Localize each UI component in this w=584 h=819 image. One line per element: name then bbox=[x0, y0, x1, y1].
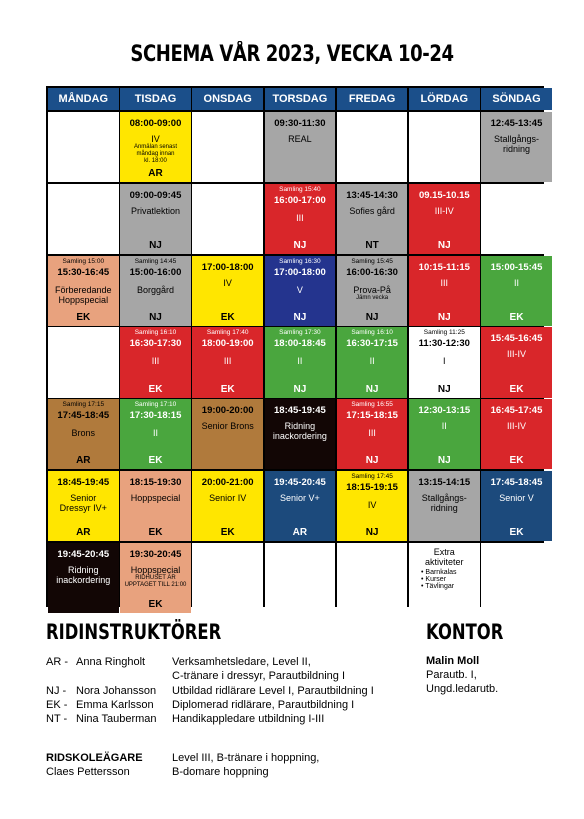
lesson-level: Senior bbox=[70, 493, 97, 503]
lesson-level: V bbox=[296, 284, 303, 295]
lesson-level: Senior V+ bbox=[280, 493, 320, 503]
lesson-time: 12:45-13:45 bbox=[490, 118, 543, 129]
empty-slot bbox=[48, 327, 119, 397]
lesson-level: REAL bbox=[288, 134, 312, 144]
empty-slot bbox=[481, 184, 552, 254]
instructor-code: EK bbox=[220, 383, 235, 395]
day-header: LÖRDAG bbox=[409, 88, 480, 110]
lesson-time: 19:45-20:45 bbox=[57, 548, 110, 560]
lesson-slot bbox=[481, 112, 552, 182]
lesson-level: I bbox=[443, 356, 446, 367]
instructor-code: EK bbox=[148, 383, 163, 395]
instructor-code: NJ bbox=[365, 455, 379, 467]
lesson-time: 09:00-09:45 bbox=[129, 189, 182, 201]
lesson-level: inackordering bbox=[56, 574, 111, 585]
gathering-time: Samling 16:30 bbox=[279, 257, 321, 265]
lesson-note: Jämn vecka bbox=[356, 294, 389, 301]
empty-slot bbox=[192, 112, 263, 182]
day-header: SÖNDAG bbox=[481, 88, 552, 110]
extra-title: aktiviteter bbox=[425, 556, 464, 567]
instructor-code: AR bbox=[148, 168, 163, 180]
lesson-level: Senior V bbox=[499, 493, 534, 503]
instructor-code: NJ bbox=[437, 239, 451, 251]
lesson-slot bbox=[481, 256, 552, 326]
instructor-desc: C-tränare i dressyr, Parautbildning I bbox=[172, 670, 346, 682]
lesson-level: Stallgångs- bbox=[493, 134, 539, 144]
instructor-code: NJ bbox=[149, 311, 162, 323]
extra-item: • Barnkalas bbox=[421, 569, 457, 576]
lesson-level: Prova-På bbox=[353, 284, 391, 295]
page-title: SCHEMA VÅR 2023, VECKA 10-24 bbox=[130, 42, 454, 67]
instructor-code: NJ bbox=[293, 239, 307, 251]
lesson-level: Stallgångs- bbox=[421, 493, 467, 503]
extra-item: • Tävlingar bbox=[421, 583, 457, 590]
lesson-level: Hoppspecial bbox=[130, 493, 181, 503]
lesson-time: 17:00-18:00 bbox=[274, 266, 326, 278]
instructor-code: EK bbox=[509, 311, 524, 323]
lesson-slot bbox=[481, 327, 552, 397]
instructor-code: NJ bbox=[149, 239, 162, 251]
lesson-time: 18:00-18:45 bbox=[274, 338, 326, 350]
lesson-level: Sofies gård bbox=[349, 205, 395, 216]
lesson-slot bbox=[120, 112, 191, 182]
lesson-level: III bbox=[296, 212, 304, 223]
instructor-code: EK bbox=[509, 527, 524, 539]
lesson-level: IV bbox=[223, 277, 232, 288]
gathering-time: Samling 17:30 bbox=[279, 329, 321, 337]
lesson-time: 18:15-19:30 bbox=[129, 477, 182, 488]
instructor-code: EK bbox=[148, 527, 163, 539]
lesson-time: 08:00-09:00 bbox=[129, 118, 182, 129]
instructor-name: Anna Ringholt bbox=[76, 656, 146, 668]
instructor-code: NJ bbox=[365, 311, 379, 323]
lesson-time: 19:30-20:45 bbox=[129, 548, 182, 560]
lesson-slot bbox=[481, 399, 552, 469]
instructor-code: AR bbox=[76, 455, 91, 467]
lesson-time: 16:00-17:00 bbox=[274, 194, 326, 206]
lesson-time: 11:30-12:30 bbox=[418, 338, 470, 350]
instructor-desc: Verksamhetsledare, Level II, bbox=[172, 656, 311, 668]
empty-slot bbox=[265, 543, 336, 613]
lesson-time: 16:30-17:15 bbox=[346, 338, 398, 350]
lesson-level: II bbox=[513, 277, 519, 288]
extra-title: Extra bbox=[433, 546, 455, 557]
instructor-code: NJ bbox=[437, 455, 451, 467]
lesson-slot bbox=[120, 256, 191, 326]
lesson-time: 15:00-16:00 bbox=[129, 266, 182, 278]
lesson-slot bbox=[120, 399, 191, 469]
lesson-level: II bbox=[152, 428, 158, 439]
lesson-level: Borggård bbox=[136, 284, 174, 295]
extra-activities-slot bbox=[409, 543, 480, 613]
schedule-grid bbox=[46, 86, 544, 610]
lesson-slot bbox=[409, 184, 480, 254]
lesson-time: 13:45-14:30 bbox=[346, 189, 398, 201]
office-line: Parautb. I, bbox=[426, 669, 477, 681]
instructor-code: NJ - bbox=[46, 685, 67, 697]
lesson-slot bbox=[265, 399, 336, 469]
lesson-level: III bbox=[440, 277, 449, 288]
lesson-level: III bbox=[368, 428, 376, 439]
lesson-level: Hoppspecial bbox=[130, 564, 181, 575]
lesson-level: ridning bbox=[502, 144, 530, 154]
instructor-name: Emma Karlsson bbox=[76, 699, 154, 711]
owner-heading: RIDSKOLEÄGARE bbox=[46, 752, 143, 764]
lesson-time: 17:30-18:15 bbox=[129, 410, 182, 422]
gathering-time: Samling 11:25 bbox=[423, 329, 465, 337]
gathering-time: Samling 16:10 bbox=[134, 329, 177, 337]
instructor-code: NJ bbox=[437, 311, 451, 323]
lesson-slot bbox=[409, 399, 480, 469]
instructor-code: NJ bbox=[437, 383, 451, 395]
instructor-name: Nora Johansson bbox=[76, 685, 157, 697]
lesson-slot bbox=[48, 543, 119, 613]
lesson-level: Senior IV bbox=[209, 493, 247, 503]
lesson-time: 18:45-19:45 bbox=[57, 477, 110, 488]
lesson-slot bbox=[265, 112, 336, 182]
lesson-level: III bbox=[223, 356, 232, 367]
lesson-level: III-IV bbox=[506, 349, 526, 360]
lesson-slot bbox=[192, 399, 263, 469]
lesson-slot bbox=[337, 471, 408, 541]
instructor-code: EK bbox=[76, 311, 91, 323]
owner-name: Claes Pettersson bbox=[46, 766, 130, 778]
instructor-desc: Utbildad ridlärare Level I, Parautbildning I bbox=[172, 685, 374, 697]
lesson-slot bbox=[409, 327, 480, 397]
office-name: Malin Moll bbox=[426, 655, 480, 667]
owner-desc: Level III, B-tränare i hoppning, bbox=[172, 752, 320, 764]
lesson-time: 19:00-20:00 bbox=[201, 405, 254, 417]
lesson-level: II bbox=[441, 421, 447, 432]
lesson-level: Dressyr IV+ bbox=[59, 503, 107, 513]
empty-slot bbox=[337, 543, 408, 613]
office-line: Ungd.ledarutb. bbox=[426, 683, 499, 695]
lesson-time: 17:45-18:45 bbox=[490, 477, 543, 488]
lesson-time: 09.15-10.15 bbox=[418, 189, 470, 201]
empty-slot bbox=[48, 184, 119, 254]
lesson-note: RIDHUSET ÄR bbox=[135, 574, 176, 581]
instructor-code: EK bbox=[220, 311, 235, 323]
gathering-time: Samling 17:45 bbox=[351, 473, 393, 480]
lesson-slot bbox=[120, 543, 191, 613]
lesson-note: måndag innan bbox=[136, 151, 175, 157]
lesson-level: Ridning bbox=[68, 564, 99, 575]
lesson-time: 19:45-20:45 bbox=[274, 477, 326, 488]
lesson-slot bbox=[120, 327, 191, 397]
extra-list bbox=[421, 569, 457, 590]
instructor-code: NJ bbox=[365, 527, 379, 539]
day-header: TORSDAG bbox=[265, 88, 336, 110]
instructor-code: EK bbox=[509, 455, 524, 467]
lesson-note: Anmälan senast bbox=[133, 144, 177, 150]
gathering-time: Samling 17:15 bbox=[62, 401, 105, 409]
empty-slot bbox=[481, 543, 552, 613]
lesson-slot bbox=[48, 256, 119, 326]
lesson-level: Förberedande bbox=[55, 284, 112, 295]
lesson-slot bbox=[192, 471, 263, 541]
instructor-code: NT bbox=[365, 239, 379, 251]
office-heading: KONTOR bbox=[426, 620, 504, 644]
lesson-level: Ridning bbox=[284, 421, 316, 432]
lesson-slot bbox=[48, 471, 119, 541]
lesson-time: 13:15-14:15 bbox=[418, 477, 471, 488]
day-header: FREDAG bbox=[337, 88, 408, 110]
lesson-time: 18:15-19:15 bbox=[346, 482, 398, 493]
instructor-code: AR bbox=[292, 527, 308, 539]
lesson-slot bbox=[265, 184, 336, 254]
instructor-code: NT - bbox=[46, 713, 68, 725]
lesson-time: 15:30-16:45 bbox=[57, 266, 110, 278]
lesson-slot bbox=[481, 471, 552, 541]
lesson-slot bbox=[120, 471, 191, 541]
empty-slot bbox=[48, 112, 119, 182]
lesson-level: inackordering bbox=[272, 431, 327, 442]
instructors-heading: RIDINSTRUKTÖRER bbox=[46, 620, 222, 644]
instructor-name: Nina Tauberman bbox=[76, 713, 157, 725]
lesson-slot bbox=[265, 327, 336, 397]
instructor-code: EK bbox=[148, 598, 163, 610]
lesson-time: 16:00-16:30 bbox=[346, 266, 398, 278]
lesson-slot bbox=[48, 399, 119, 469]
lesson-slot bbox=[192, 327, 263, 397]
lesson-time: 15:00-15:45 bbox=[490, 261, 543, 273]
lesson-level: IV bbox=[151, 134, 160, 144]
lesson-slot bbox=[120, 184, 191, 254]
lesson-slot bbox=[409, 256, 480, 326]
gathering-time: Samling 16:10 bbox=[351, 329, 393, 337]
instructor-code: AR - bbox=[46, 656, 68, 668]
lesson-time: 09:30-11:30 bbox=[274, 118, 326, 129]
lesson-time: 16:45-17:45 bbox=[490, 405, 543, 417]
extra-item: • Kurser bbox=[421, 576, 457, 583]
lesson-time: 10:15-11:15 bbox=[418, 261, 470, 273]
instructor-code: EK - bbox=[46, 699, 68, 711]
instructor-code: NJ bbox=[293, 383, 307, 395]
lesson-time: 17:00-18:00 bbox=[201, 261, 254, 273]
instructor-code: NJ bbox=[293, 311, 307, 323]
day-header: MÅNDAG bbox=[48, 88, 119, 110]
lesson-slot bbox=[265, 256, 336, 326]
lesson-level: Privatlektion bbox=[130, 205, 180, 216]
lesson-note: kl. 18:00 bbox=[144, 158, 167, 164]
lesson-level: III-IV bbox=[434, 205, 454, 216]
instructor-desc: Handikappledare utbildning I-III bbox=[172, 713, 325, 725]
lesson-time: 18:45-19:45 bbox=[274, 405, 326, 417]
lesson-level: Hoppspecial bbox=[58, 294, 109, 305]
gathering-time: Samling 15:00 bbox=[62, 257, 105, 265]
lesson-time: 18:00-19:00 bbox=[201, 338, 254, 350]
lesson-level: III-IV bbox=[506, 421, 526, 432]
gathering-time: Samling 17:40 bbox=[206, 329, 249, 337]
empty-slot bbox=[192, 184, 263, 254]
instructor-code: EK bbox=[220, 527, 235, 539]
gathering-time: Samling 15:40 bbox=[279, 185, 321, 193]
empty-slot bbox=[337, 112, 408, 182]
day-header: TISDAG bbox=[120, 88, 191, 110]
day-header: ONSDAG bbox=[192, 88, 263, 110]
lesson-time: 15:45-16:45 bbox=[490, 333, 543, 345]
lesson-level: II bbox=[369, 356, 375, 367]
lesson-time: 12:30-13:15 bbox=[418, 405, 471, 417]
lesson-note: UPPTAGET TILL 21:00 bbox=[124, 581, 187, 588]
lesson-slot bbox=[337, 184, 408, 254]
lesson-level: IV bbox=[367, 500, 377, 510]
lesson-time: 20:00-21:00 bbox=[201, 477, 254, 488]
lesson-time: 16:30-17:30 bbox=[129, 338, 182, 350]
gathering-time: Samling 15:45 bbox=[351, 257, 393, 265]
instructor-code: EK bbox=[509, 383, 524, 395]
lesson-level: Senior Brons bbox=[201, 421, 254, 432]
lesson-time: 17:45-18:45 bbox=[57, 410, 110, 422]
owner-desc: B-domare hoppning bbox=[172, 766, 269, 778]
instructor-code: EK bbox=[148, 455, 163, 467]
lesson-level: II bbox=[297, 356, 303, 367]
gathering-time: Samling 17:10 bbox=[134, 401, 177, 409]
lesson-slot bbox=[337, 327, 408, 397]
instructor-code: NJ bbox=[365, 383, 379, 395]
lesson-slot bbox=[337, 256, 408, 326]
empty-slot bbox=[409, 112, 480, 182]
lesson-slot bbox=[192, 256, 263, 326]
lesson-level: Brons bbox=[71, 428, 96, 439]
gathering-time: Samling 16:55 bbox=[351, 401, 393, 409]
lesson-slot bbox=[265, 471, 336, 541]
instructor-code: AR bbox=[76, 527, 91, 539]
lesson-slot bbox=[337, 399, 408, 469]
lesson-time: 17:15-18:15 bbox=[346, 410, 398, 422]
instructor-desc: Diplomerad ridlärare, Parautbildning I bbox=[172, 699, 355, 711]
lesson-slot bbox=[409, 471, 480, 541]
empty-slot bbox=[192, 543, 263, 613]
lesson-level: III bbox=[151, 356, 160, 367]
lesson-level: ridning bbox=[430, 503, 458, 513]
gathering-time: Samling 14:45 bbox=[134, 257, 177, 265]
